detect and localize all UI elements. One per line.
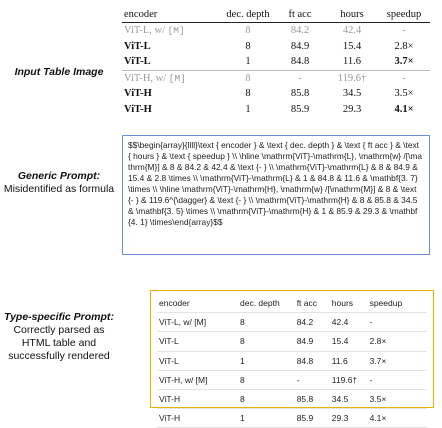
paper-cell-hours: 42.4 xyxy=(342,25,362,37)
html-cell: 42.4 xyxy=(330,313,368,332)
table-row xyxy=(122,54,430,70)
specific-prompt-title: Type-specific Prompt xyxy=(4,311,111,323)
table-row xyxy=(157,370,427,389)
table-row xyxy=(157,313,427,332)
html-cell: 119.6† xyxy=(330,370,368,389)
html-header-depth: dec. depth xyxy=(238,294,295,313)
paper-cell-depth: 1 xyxy=(245,56,251,68)
paper-cell-acc: 84.2 xyxy=(290,25,310,37)
paper-header-acc: ft acc xyxy=(288,8,312,20)
html-cell: 84.9 xyxy=(295,332,330,351)
specific-prompt-subtitle: Correctly parsed as HTML table and successfully rendered xyxy=(8,324,110,362)
paper-cell-depth: 1 xyxy=(245,103,251,115)
paper-cell-depth: 8 xyxy=(245,25,251,37)
html-cell: 3.7× xyxy=(368,351,427,370)
html-cell: ViT-H xyxy=(157,409,238,428)
html-cell: 8 xyxy=(238,370,295,389)
html-header-speedup: speedup xyxy=(368,294,427,313)
paper-header-hours: hours xyxy=(340,8,364,20)
paper-header-encoder: encoder xyxy=(124,8,158,20)
generic-output-box xyxy=(122,135,430,255)
html-cell: 4.1× xyxy=(368,409,427,428)
paper-cell-mask: [M] xyxy=(167,25,185,37)
paper-cell-speedup: 2.8× xyxy=(394,40,414,52)
html-cell: ViT-L, w/ [M] xyxy=(157,313,238,332)
html-cell: 84.8 xyxy=(295,351,330,370)
paper-cell-hours: 11.6 xyxy=(343,56,361,68)
html-cell: 1 xyxy=(238,351,295,370)
specific-prompt-label: Type-specific Prompt: Correctly parsed as HTML table and successfully rendered xyxy=(0,311,118,363)
paper-cell-depth: 8 xyxy=(245,72,251,84)
html-header-hours: hours xyxy=(330,294,368,313)
paper-cell-mask: [M] xyxy=(168,72,186,84)
html-header-acc: ft acc xyxy=(295,294,330,313)
paper-cell-acc: 85.9 xyxy=(290,103,310,115)
paper-cell-speedup: 3.5× xyxy=(394,88,414,100)
html-table-header xyxy=(157,294,427,313)
html-cell: 84.2 xyxy=(295,313,330,332)
html-cell: 8 xyxy=(238,389,295,408)
paper-header-depth: dec. depth xyxy=(226,8,270,20)
input-table-label-text: Input Table Image xyxy=(14,66,104,78)
table-row xyxy=(157,351,427,370)
html-cell: - xyxy=(368,313,427,332)
paper-cell-acc: - xyxy=(298,72,302,84)
html-cell: ViT-H xyxy=(157,389,238,408)
html-cell: - xyxy=(368,370,427,389)
table-row xyxy=(122,70,430,86)
html-cell: ViT-L xyxy=(157,351,238,370)
paper-cell-speedup: - xyxy=(402,72,406,84)
paper-cell-encoder: ViT-L, w/ xyxy=(124,25,165,37)
html-cell: 3.5× xyxy=(368,389,427,408)
paper-cell-hours: 29.3 xyxy=(342,103,362,115)
rendered-html-table-box xyxy=(150,290,434,424)
paper-cell-encoder: ViT-H xyxy=(124,88,152,100)
table-row xyxy=(157,389,427,408)
paper-cell-acc: 85.8 xyxy=(290,88,310,100)
paper-table-header xyxy=(122,6,430,23)
html-cell: - xyxy=(295,370,330,389)
paper-cell-encoder: ViT-L xyxy=(124,56,151,68)
table-row xyxy=(122,39,430,55)
paper-cell-acc: 84.8 xyxy=(290,56,310,68)
html-cell: 8 xyxy=(238,332,295,351)
input-table-image xyxy=(122,6,430,117)
html-cell: 2.8× xyxy=(368,332,427,351)
html-cell: 85.9 xyxy=(295,409,330,428)
paper-cell-depth: 8 xyxy=(245,40,251,52)
paper-cell-acc: 84.9 xyxy=(290,40,310,52)
generic-prompt-title: Generic Prompt xyxy=(17,170,97,182)
paper-cell-encoder: ViT-H xyxy=(124,103,152,115)
paper-cell-hours: 34.5 xyxy=(342,88,362,100)
paper-cell-hours: 119.6† xyxy=(337,72,367,84)
html-cell: 15.4 xyxy=(330,332,368,351)
html-cell: 85.8 xyxy=(295,389,330,408)
generic-prompt-subtitle: Misidentified as formula xyxy=(3,183,115,195)
paper-cell-encoder: ViT-L xyxy=(124,40,151,52)
paper-cell-encoder: ViT-H, w/ xyxy=(124,72,167,84)
paper-cell-depth: 8 xyxy=(245,88,251,100)
table-row xyxy=(157,332,427,351)
table-row xyxy=(157,409,427,428)
paper-cell-speedup: 3.7× xyxy=(394,56,414,68)
html-cell: 11.6 xyxy=(330,351,368,370)
html-cell: 34.5 xyxy=(330,389,368,408)
rendered-html-table xyxy=(157,294,427,428)
paper-cell-speedup: 4.1× xyxy=(394,103,414,115)
paper-header-speedup: speedup xyxy=(386,8,422,20)
html-cell: ViT-H, w/ [M] xyxy=(157,370,238,389)
html-cell: ViT-L xyxy=(157,332,238,351)
html-cell: 29.3 xyxy=(330,409,368,428)
paper-cell-speedup: - xyxy=(402,25,406,37)
generic-prompt-label: Generic Prompt: Misidentified as formula xyxy=(0,170,118,196)
table-row xyxy=(122,23,430,39)
table-row xyxy=(122,102,430,118)
html-header-encoder: encoder xyxy=(157,294,238,313)
table-row xyxy=(122,86,430,102)
html-cell: 8 xyxy=(238,313,295,332)
paper-cell-hours: 15.4 xyxy=(342,40,362,52)
latex-output-text: $$\begin{array}{llll}\text { encoder } & \text { dec. depth } & \text { ft acc } & \text { hours } & \text { speedup } \\ \hline \mathrm{ViT}-\mathrm{L}, \mathrm{w} /[\mathrm{M}] & 8 & 84.2 & 42.4 & \text {- } \\ \mathrm{ViT}-\mathrm{L} & 8 & 84.9 & 15.4 & 2.8 \times \\ \mathrm{ViT}-\mathrm{L} & 1 & 84.8 & 11.6 & \mathbf{3. 7} \times \\ \hline \mathrm{ViT}-\mathrm{H}, \mathrm{w} /[\mathrm{M}] & 8 & \text {- } & 119.6^{\dagger} & \text {- } \\ \mathrm{ViT}-\mathrm{H} & 8 & 85.8 & 34.5 & \mathbf{3. 5} \times \\ \mathrm{ViT}-\mathrm{H} & 1 & 85.9 & 29.3 & \mathbf{4. 1} \times\end{array}$$ xyxy=(128,140,423,227)
html-cell: 1 xyxy=(238,409,295,428)
input-table-label xyxy=(0,66,118,79)
